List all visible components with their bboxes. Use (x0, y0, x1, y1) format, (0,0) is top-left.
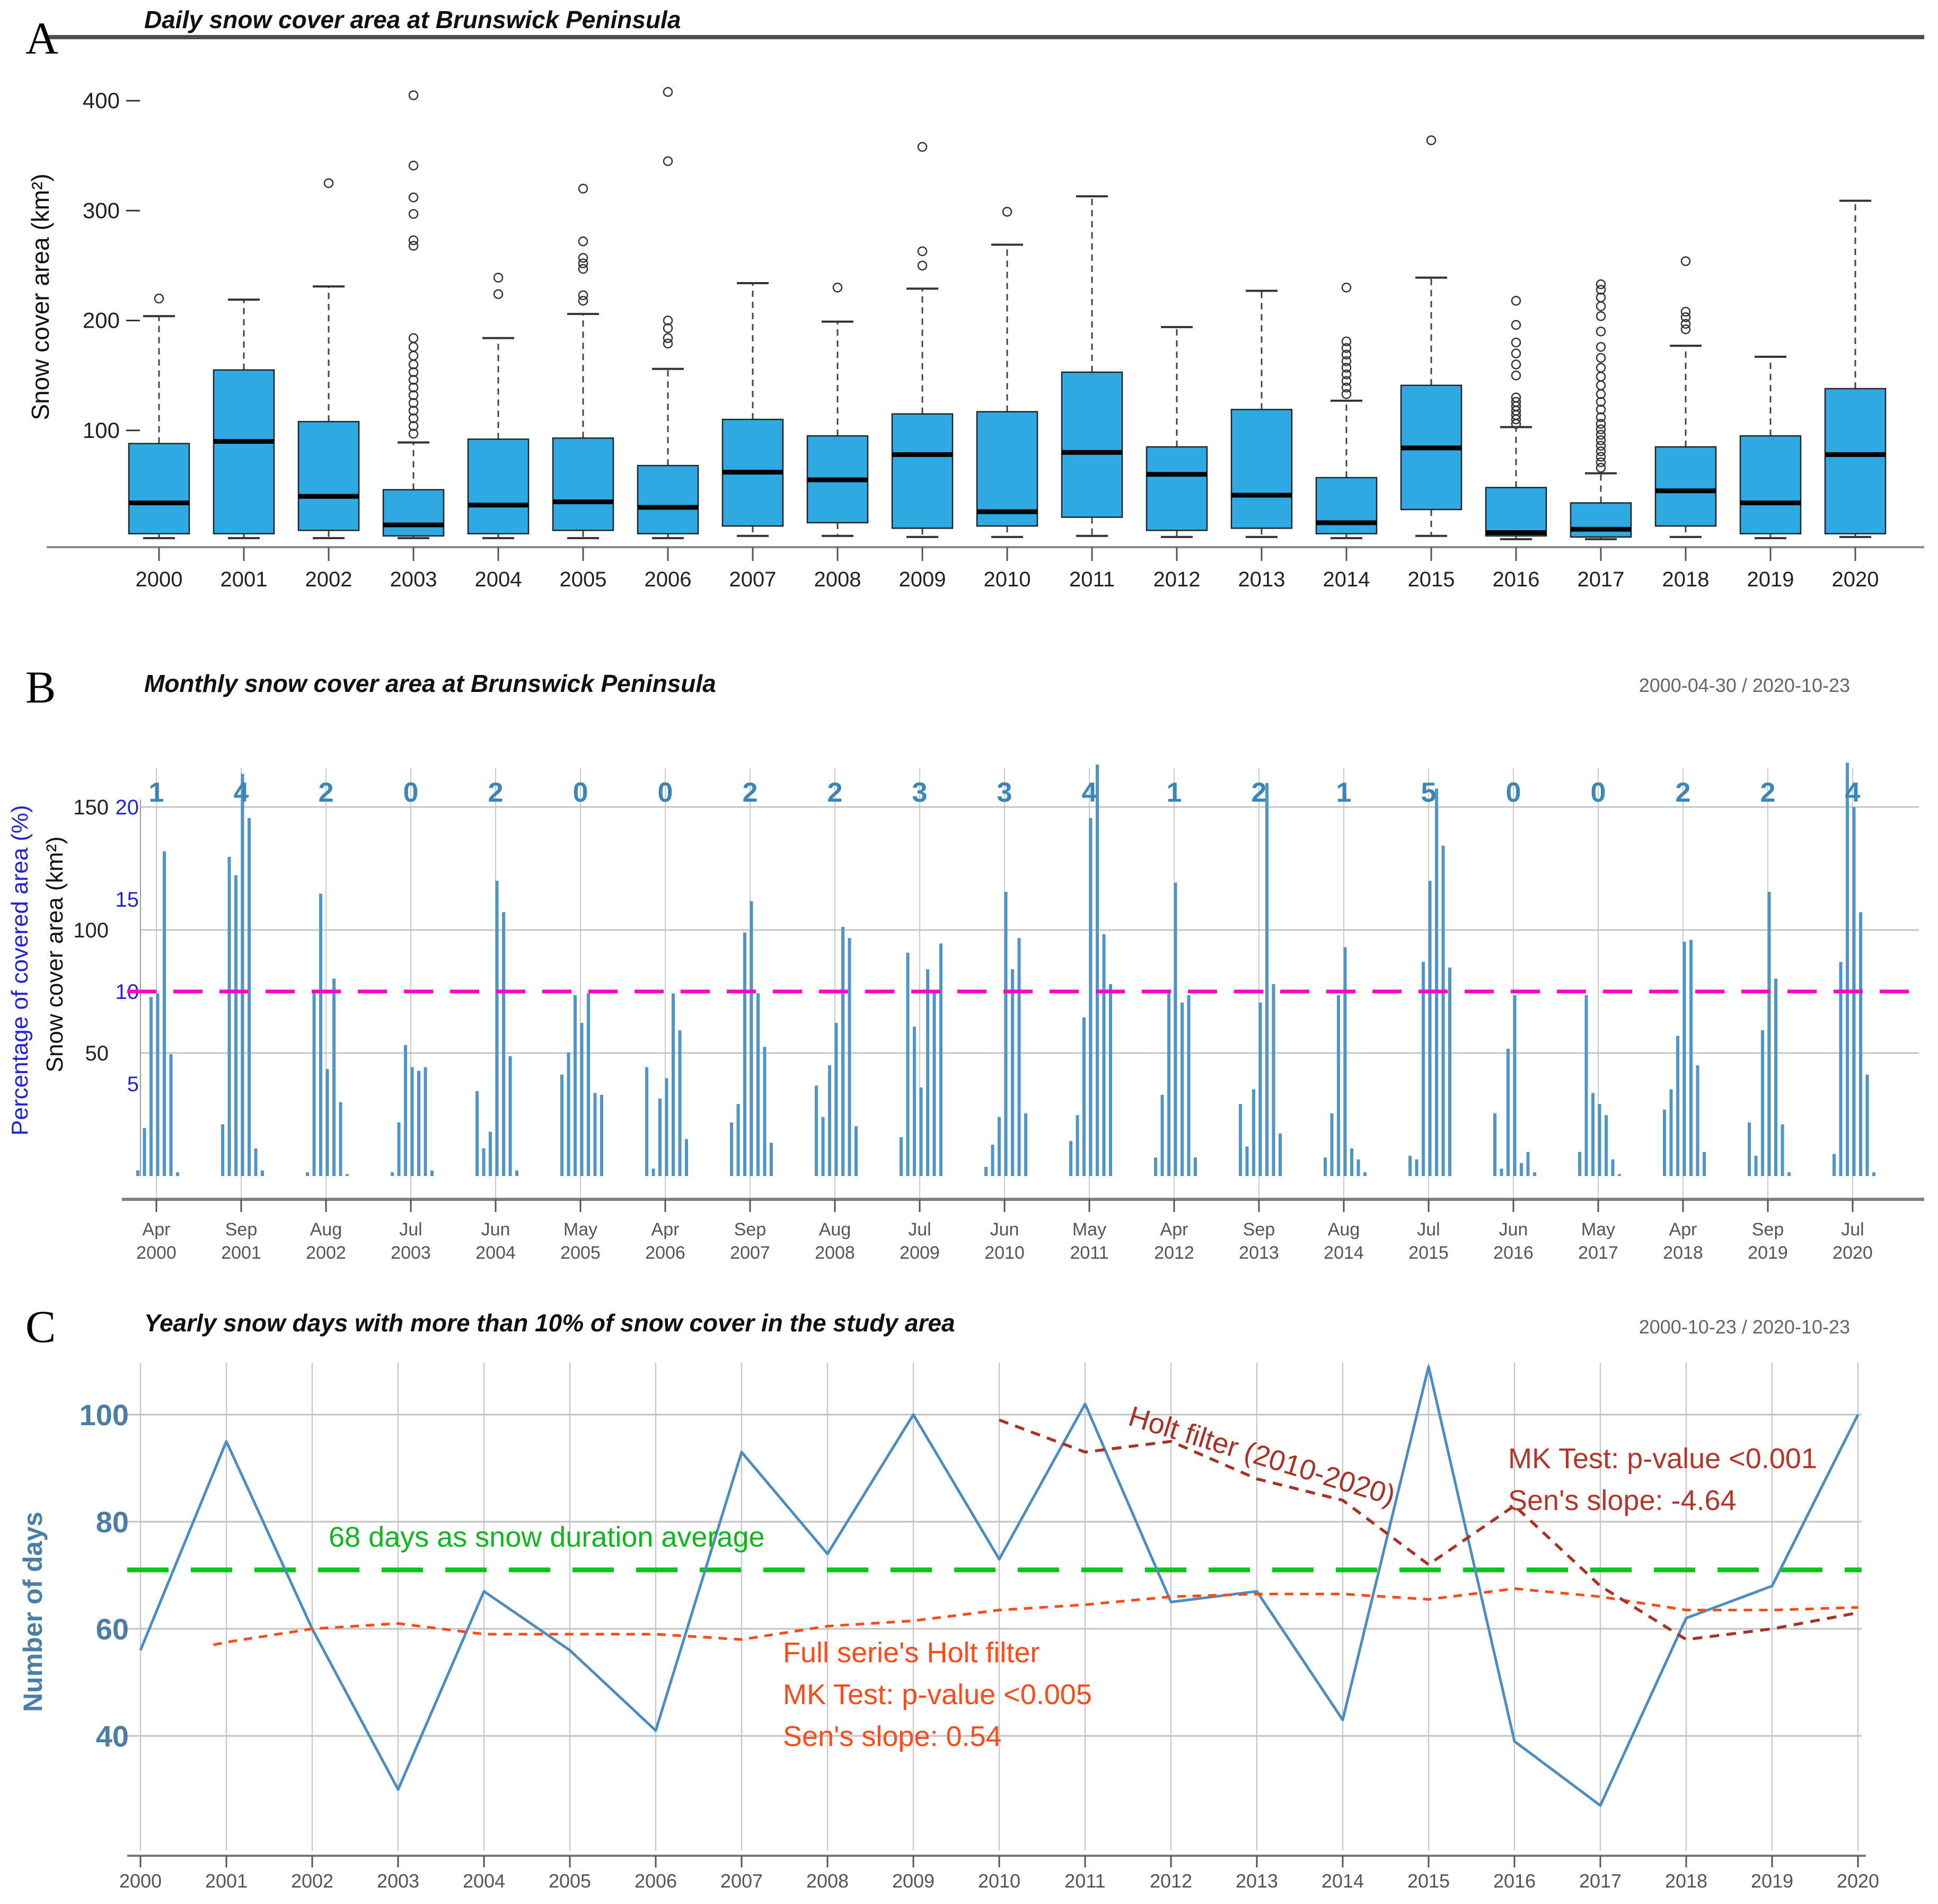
mk-test-2010-line2: Sen's slope: -4.64 (1508, 1485, 1737, 1516)
svg-text:2015: 2015 (1408, 1243, 1449, 1263)
svg-text:2015: 2015 (1407, 568, 1455, 591)
svg-text:2012: 2012 (1153, 568, 1201, 591)
svg-text:2003: 2003 (391, 1243, 431, 1263)
svg-text:2013: 2013 (1235, 1870, 1279, 1892)
panel-c-title: Yearly snow days with more than 10% of snow cover in the study area (144, 1309, 955, 1337)
svg-text:Apr: Apr (142, 1219, 171, 1240)
svg-text:1: 1 (1336, 777, 1352, 808)
svg-text:2007: 2007 (729, 568, 777, 591)
svg-text:2018: 2018 (1663, 1243, 1703, 1263)
svg-text:May: May (563, 1219, 598, 1240)
svg-text:2006: 2006 (644, 568, 692, 591)
svg-text:4: 4 (1845, 777, 1861, 808)
svg-text:200: 200 (82, 308, 120, 333)
holt-full-annotation-line2: MK Test: p-value <0.005 (783, 1679, 1092, 1710)
svg-text:Sep: Sep (225, 1219, 258, 1240)
svg-text:2017: 2017 (1579, 1870, 1622, 1892)
svg-text:Apr: Apr (651, 1219, 680, 1240)
svg-text:2015: 2015 (1407, 1870, 1450, 1892)
svg-text:2013: 2013 (1238, 568, 1285, 591)
svg-text:2010: 2010 (983, 568, 1031, 591)
svg-text:2: 2 (318, 777, 334, 808)
svg-text:2019: 2019 (1750, 1870, 1794, 1892)
panel-c-y-axis-label: Number of days (18, 1512, 48, 1712)
svg-text:2007: 2007 (730, 1243, 770, 1263)
svg-text:80: 80 (95, 1505, 129, 1539)
svg-text:0: 0 (572, 777, 588, 808)
svg-text:0: 0 (1505, 777, 1521, 808)
svg-text:Sep: Sep (734, 1219, 767, 1240)
svg-text:Jul: Jul (399, 1219, 422, 1240)
panel-a-title: Daily snow cover area at Brunswick Peninsula (144, 6, 681, 33)
panel-b-percent-axis-label: Percentage of covered area (%) (7, 805, 33, 1136)
svg-text:0: 0 (1590, 777, 1606, 808)
svg-text:2: 2 (1760, 777, 1776, 808)
svg-text:2: 2 (827, 777, 843, 808)
svg-text:2001: 2001 (220, 568, 268, 591)
svg-text:Jul: Jul (908, 1219, 931, 1240)
svg-text:2019: 2019 (1747, 568, 1794, 591)
svg-text:2020: 2020 (1833, 1243, 1873, 1263)
svg-text:Jun: Jun (481, 1219, 510, 1240)
svg-text:2000: 2000 (135, 568, 183, 591)
svg-text:2009: 2009 (892, 1870, 935, 1892)
svg-text:2013: 2013 (1239, 1243, 1279, 1263)
svg-text:2018: 2018 (1664, 1870, 1708, 1892)
svg-text:2016: 2016 (1492, 568, 1540, 591)
svg-text:2012: 2012 (1154, 1243, 1194, 1263)
svg-text:4: 4 (1081, 777, 1097, 808)
svg-text:300: 300 (82, 198, 120, 223)
svg-text:2002: 2002 (306, 1243, 346, 1263)
panel-b-area-axis-label: Snow cover area (km²) (42, 836, 68, 1073)
svg-text:2005: 2005 (559, 568, 607, 591)
panel-b-date-range: 2000-04-30 / 2020-10-23 (1639, 674, 1850, 696)
svg-text:2012: 2012 (1149, 1870, 1193, 1892)
svg-text:150: 150 (73, 796, 109, 819)
svg-text:1: 1 (1166, 777, 1182, 808)
svg-text:2014: 2014 (1323, 568, 1370, 591)
svg-text:Jul: Jul (1841, 1219, 1864, 1240)
svg-text:2014: 2014 (1321, 1870, 1364, 1892)
panel-a-y-axis-label: Snow cover area (km²) (27, 173, 54, 420)
svg-text:2016: 2016 (1493, 1243, 1534, 1263)
svg-text:2010: 2010 (984, 1243, 1025, 1263)
holt-2010-2020-label: Holt filter (2010-2020) (1125, 1400, 1399, 1512)
svg-text:2000: 2000 (119, 1870, 162, 1892)
svg-text:2017: 2017 (1577, 568, 1625, 591)
holt-full-annotation (783, 1632, 1092, 1758)
svg-text:2: 2 (1251, 777, 1267, 808)
svg-text:10: 10 (115, 980, 139, 1004)
svg-text:2002: 2002 (305, 568, 353, 591)
svg-text:2: 2 (1675, 777, 1691, 808)
svg-text:2017: 2017 (1578, 1243, 1618, 1263)
panel-b-title: Monthly snow cover area at Brunswick Peninsula (144, 670, 716, 697)
svg-text:2004: 2004 (475, 1243, 516, 1263)
svg-text:2002: 2002 (290, 1870, 334, 1892)
svg-text:2009: 2009 (898, 568, 946, 591)
svg-text:2003: 2003 (376, 1870, 420, 1892)
svg-text:2011: 2011 (1070, 1243, 1109, 1263)
svg-text:2004: 2004 (474, 568, 522, 591)
svg-text:60: 60 (95, 1612, 129, 1646)
svg-text:Apr: Apr (1160, 1219, 1188, 1240)
svg-text:2: 2 (488, 777, 504, 808)
panel-a-letter: A (25, 13, 59, 64)
panel-c-date-range: 2000-10-23 / 2020-10-23 (1639, 1316, 1850, 1338)
svg-text:0: 0 (657, 777, 673, 808)
svg-text:15: 15 (115, 888, 139, 911)
svg-text:Aug: Aug (818, 1219, 851, 1240)
svg-text:2001: 2001 (221, 1243, 261, 1263)
svg-text:Aug: Aug (1327, 1219, 1360, 1240)
svg-text:100: 100 (82, 417, 120, 443)
svg-text:100: 100 (73, 919, 109, 942)
panel-b-letter: B (25, 662, 56, 713)
svg-text:2006: 2006 (634, 1870, 677, 1892)
svg-text:2003: 2003 (390, 568, 437, 591)
svg-text:2007: 2007 (720, 1870, 763, 1892)
svg-text:2011: 2011 (1064, 1870, 1106, 1892)
svg-text:400: 400 (82, 88, 120, 113)
svg-text:2011: 2011 (1069, 568, 1115, 591)
svg-text:40: 40 (95, 1719, 129, 1753)
svg-text:2010: 2010 (977, 1870, 1021, 1892)
svg-text:Aug: Aug (310, 1219, 342, 1240)
svg-text:2020: 2020 (1836, 1870, 1880, 1892)
holt-full-annotation-line3: Sen's slope: 0.54 (783, 1721, 1002, 1752)
svg-text:0: 0 (403, 777, 419, 808)
svg-text:2009: 2009 (900, 1243, 940, 1263)
svg-text:2005: 2005 (560, 1243, 601, 1263)
svg-text:Sep: Sep (1751, 1219, 1784, 1240)
svg-text:1: 1 (148, 777, 164, 808)
svg-text:Jun: Jun (990, 1219, 1019, 1240)
svg-text:4: 4 (233, 777, 249, 808)
svg-text:2008: 2008 (815, 1243, 855, 1263)
svg-text:20: 20 (115, 796, 139, 819)
svg-text:50: 50 (85, 1042, 109, 1065)
svg-text:2008: 2008 (814, 568, 861, 591)
svg-text:May: May (1072, 1219, 1107, 1240)
holt-full-annotation-line1: Full serie's Holt filter (783, 1637, 1040, 1669)
svg-text:3: 3 (912, 777, 928, 808)
svg-text:2006: 2006 (645, 1243, 685, 1263)
svg-text:May: May (1581, 1219, 1616, 1240)
panel-c-letter: C (25, 1301, 56, 1352)
svg-text:2020: 2020 (1831, 568, 1879, 591)
svg-text:2008: 2008 (806, 1870, 849, 1892)
svg-text:100: 100 (79, 1398, 129, 1432)
svg-text:3: 3 (997, 777, 1012, 808)
svg-text:5: 5 (127, 1073, 139, 1096)
mk-test-2010-line1: MK Test: p-value <0.001 (1508, 1443, 1817, 1475)
svg-text:Jun: Jun (1499, 1219, 1528, 1240)
svg-text:2005: 2005 (548, 1870, 592, 1892)
svg-text:2014: 2014 (1324, 1243, 1364, 1263)
svg-text:5: 5 (1421, 777, 1437, 808)
svg-text:Sep: Sep (1243, 1219, 1275, 1240)
svg-text:Apr: Apr (1669, 1219, 1697, 1240)
svg-text:2016: 2016 (1493, 1870, 1536, 1892)
average-line-annotation: 68 days as snow duration average (329, 1521, 765, 1553)
svg-text:Jul: Jul (1417, 1219, 1440, 1240)
svg-text:2001: 2001 (205, 1870, 248, 1892)
mk-test-2010-annotation (1508, 1438, 1817, 1522)
svg-text:2019: 2019 (1748, 1243, 1788, 1263)
svg-text:2004: 2004 (462, 1870, 506, 1892)
svg-text:2: 2 (742, 777, 758, 808)
svg-text:2018: 2018 (1662, 568, 1710, 591)
svg-text:2000: 2000 (136, 1243, 177, 1263)
